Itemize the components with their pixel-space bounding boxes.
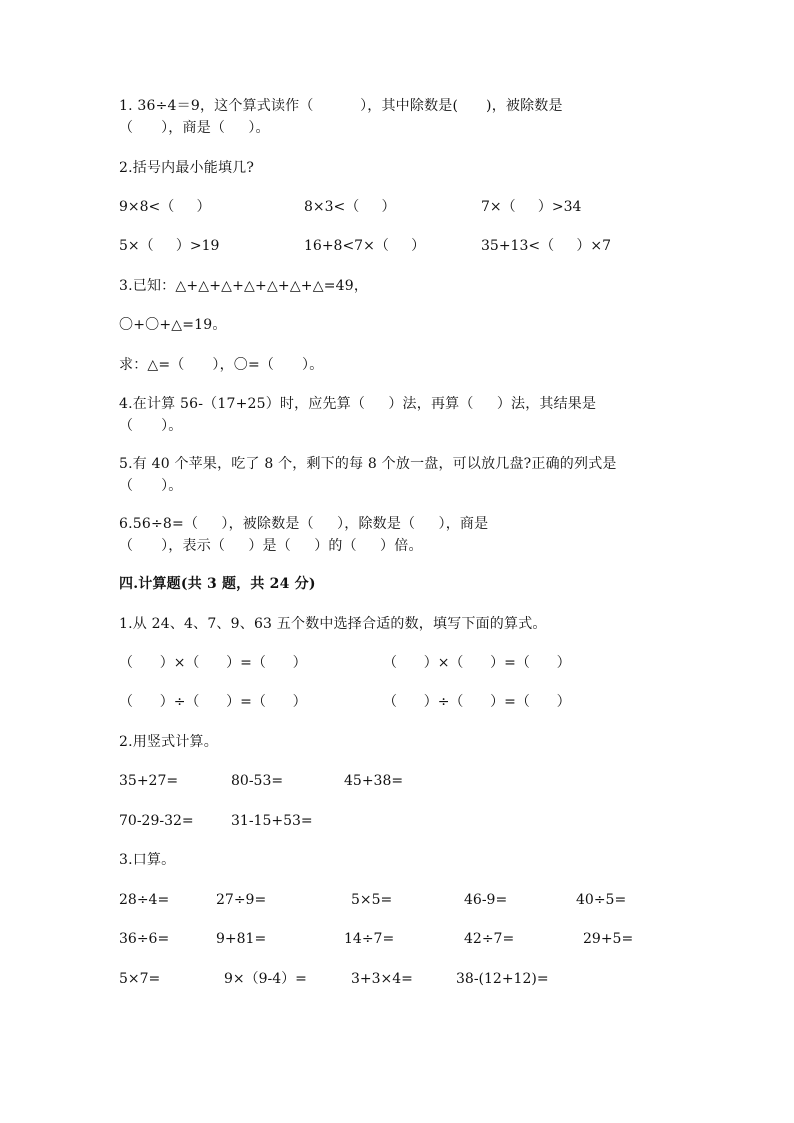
q2-row2-a: 5×（ ）>19 [119, 238, 220, 254]
s4-q1-row2-left: （ ）÷（ ）=（ ） [119, 694, 307, 710]
oral-r2-c: 14÷7= [344, 931, 395, 947]
s4-q1-row1-right: （ ）×（ ）=（ ） [383, 655, 571, 671]
q5-line2: （ ）。 [119, 478, 183, 494]
oral-r2-d: 42÷7= [464, 931, 515, 947]
section-title: 四.计算题(共 3 题，共 24 分) [119, 576, 316, 592]
q1-line1: 1. 36÷4＝9，这个算式读作（ ），其中除数是( )，被除数是 [119, 98, 563, 114]
q2-row1-c: 7×（ ）>34 [481, 199, 582, 215]
q5-line1: 5.有 40 个苹果，吃了 8 个，剩下的每 8 个放一盘，可以放几盘?正确的列式是 [119, 456, 617, 472]
q6-line2: （ ），表示（ ）是（ ）的（ ）倍。 [119, 538, 423, 554]
s4-q2-heading: 2.用竖式计算。 [119, 734, 218, 750]
q2-heading: 2.括号内最小能填几? [119, 160, 255, 176]
q2-row2-c: 35+13<（ ）×7 [481, 238, 611, 254]
q2-row1-a: 9×8<（ ） [119, 199, 211, 215]
s4-q1-row1-left: （ ）×（ ）=（ ） [119, 655, 307, 671]
oral-r3-a: 5×7= [119, 971, 161, 987]
q1-line2: （ ），商是（ ）。 [119, 120, 270, 136]
oral-r2-e: 29+5= [583, 931, 634, 947]
q3-line2: 〇+〇+△=19。 [119, 317, 227, 333]
q4-line1: 4.在计算 56-（17+25）时，应先算（ ）法，再算（ ）法，其结果是 [119, 396, 597, 412]
s4-q2-row1-b: 80-53= [231, 773, 284, 789]
q2-row2-b: 16+8<7×（ ） [304, 238, 426, 254]
s4-q2-row1-c: 45+38= [344, 773, 404, 789]
oral-r2-a: 36÷6= [119, 931, 170, 947]
s4-q2-row2-a: 70-29-32= [119, 813, 194, 829]
q2-row1-b: 8×3<（ ） [304, 199, 396, 215]
s4-q2-row1-a: 35+27= [119, 773, 179, 789]
oral-r1-c: 5×5= [351, 892, 393, 908]
s4-q3-heading: 3.口算。 [119, 852, 176, 868]
s4-q1-row2-right: （ ）÷（ ）=（ ） [383, 694, 571, 710]
q4-line2: （ ）。 [119, 418, 183, 434]
oral-r3-c: 3+3×4= [351, 971, 413, 987]
q3-line3: 求：△=（ ），〇=（ ）。 [119, 357, 324, 373]
oral-r3-b: 9×（9-4）= [224, 971, 307, 987]
oral-r1-e: 40÷5= [576, 892, 627, 908]
s4-q2-row2-b: 31-15+53= [231, 813, 313, 829]
s4-q1-heading: 1.从 24、4、7、9、63 五个数中选择合适的数，填写下面的算式。 [119, 616, 547, 632]
oral-r1-a: 28÷4= [119, 892, 170, 908]
q3-line1: 3.已知：△+△+△+△+△+△+△=49， [119, 278, 369, 294]
oral-r2-b: 9+81= [216, 931, 267, 947]
oral-r1-d: 46-9= [464, 892, 508, 908]
oral-r3-d: 38-(12+12)= [456, 971, 549, 987]
oral-r1-b: 27÷9= [216, 892, 267, 908]
q6-line1: 6.56÷8=（ ），被除数是（ ），除数是（ ），商是 [119, 516, 489, 532]
